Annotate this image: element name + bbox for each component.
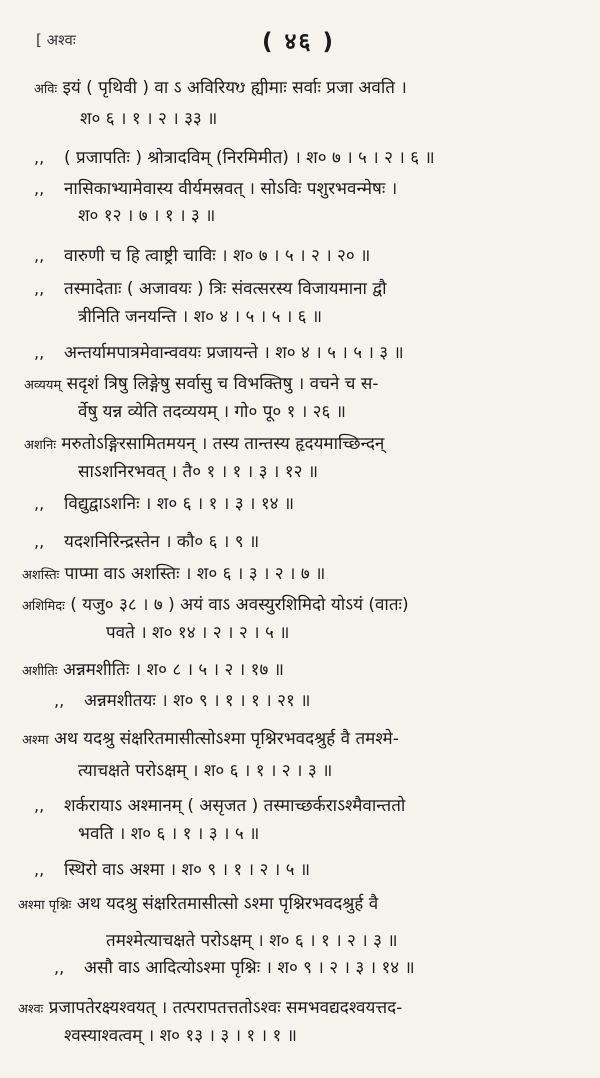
entry-line bbox=[106, 929, 398, 953]
entry-line bbox=[22, 658, 284, 684]
entry-line bbox=[78, 759, 332, 783]
entry-text: ( यजु० ३८ । ७ ) अयं वाऽ अवस्युरशिमिदो योऽयं (वातः) bbox=[70, 595, 409, 615]
entry-text: मरुतोऽङ्गिरसामितमयन् । तस्य तान्तस्य हृदयमाच्छिन्दन् bbox=[61, 434, 385, 454]
entry-line bbox=[106, 621, 289, 645]
entry-headword: अव्ययम् bbox=[24, 378, 62, 393]
entry-line bbox=[78, 822, 259, 846]
entry-line bbox=[34, 76, 407, 102]
entry-headword: अशस्तिः bbox=[22, 568, 60, 583]
ditto-mark: ,, bbox=[54, 958, 65, 977]
entry-headword: अशिमिदः bbox=[22, 599, 65, 614]
entry-line bbox=[54, 956, 415, 980]
entry-text: पाप्मा वाऽ अशस्तिः । श० ६ । ३ । २ । ७ ॥ bbox=[64, 564, 326, 584]
entry-line bbox=[34, 858, 310, 882]
entry-text: र्वेषु यन्न व्येति तदव्ययम् । गो० पू० १ । २६ ॥ bbox=[78, 402, 346, 422]
entry-headword: अश्मा पृश्निः bbox=[18, 898, 72, 913]
entry-headword: अविः bbox=[34, 82, 58, 97]
page-header bbox=[0, 22, 600, 62]
entry-line bbox=[22, 727, 399, 753]
entry-text: अन्नमशीतयः । श० ९ । १ । १ । २१ ॥ bbox=[84, 691, 311, 711]
entry-text: अथ यदश्रु संक्षरितमासीत्सोऽश्मा पृश्निरभवदश्रुर्ह वै तमश्मे- bbox=[54, 729, 399, 749]
entry-text: त्रीनिति जनयन्ति । श० ४ । ५ । ५ । ६ ॥ bbox=[78, 307, 323, 327]
ditto-mark: ,, bbox=[34, 494, 45, 513]
ditto-mark: ,, bbox=[54, 691, 65, 710]
entry-text: भवति । श० ६ । १ । ३ । ५ ॥ bbox=[78, 824, 260, 844]
entry-text: अथ यदश्रु संक्षरितमासीत्सो ऽश्मा पृश्निरभवदश्रुर्ह वै bbox=[76, 894, 379, 914]
entry-line bbox=[18, 892, 378, 918]
running-head: [ अश्वः bbox=[36, 31, 76, 49]
entry-text: इयं ( पृथिवी ) वा ऽ अविरियᳪ ह्यीमाः सर्वाः प्रजा अवति । bbox=[62, 78, 407, 98]
entry-text: श० ६ । १ । २ । ३३ ॥ bbox=[80, 109, 218, 129]
entry-headword: अश्वः bbox=[18, 1002, 44, 1017]
ditto-mark: ,, bbox=[34, 246, 45, 265]
entry-text: तस्मादेताः ( अजावयः ) त्रिः संवत्सरस्य विजायमाना द्वौ bbox=[64, 279, 387, 299]
entry-text: तमश्मेत्याचक्षते परोऽक्षम् । श० ६ । १ । २ । ३ ॥ bbox=[106, 931, 398, 951]
entry-text: विद्युद्वाऽशनिः । श० ६ । १ । ३ । १४ ॥ bbox=[64, 494, 295, 514]
ditto-mark: ,, bbox=[34, 148, 45, 167]
entry-line bbox=[78, 400, 346, 424]
entry-text: त्याचक्षते परोऽक्षम् । श० ६ । १ । २ । ३ ॥ bbox=[78, 761, 333, 781]
entry-line bbox=[78, 460, 318, 484]
entry-text: अन्नमशीतिः । श० ८ । ५ । २ । १७ ॥ bbox=[62, 660, 284, 680]
entry-headword: अश्मा bbox=[22, 733, 49, 748]
entry-line bbox=[34, 244, 370, 268]
entry-text: श्वस्याश्वत्वम् । श० १३ । ३ । १ । १ ॥ bbox=[64, 1026, 297, 1046]
ditto-mark: ,, bbox=[34, 860, 45, 879]
ditto-mark: ,, bbox=[34, 279, 45, 298]
entry-line bbox=[64, 1024, 297, 1048]
entry-line bbox=[34, 794, 405, 818]
entry-text: साऽशनिरभवत् । तै० १ । १ । ३ । १२ ॥ bbox=[78, 462, 319, 482]
entry-line bbox=[34, 146, 435, 170]
ditto-mark: ,, bbox=[34, 532, 45, 551]
entry-text: शर्करायाऽ अश्मानम् ( असृजत ) तस्माच्छर्कराऽश्मैवान्ततो bbox=[64, 796, 406, 816]
entry-line bbox=[24, 432, 384, 458]
entry-text: यदशनिरिन्द्रस्तेन । कौ० ६ । ९ ॥ bbox=[64, 532, 260, 552]
entry-line bbox=[34, 341, 404, 365]
entry-text: सदृशं त्रिषु लिङ्गेषु सर्वासु च विभक्तिषु । वचने च स- bbox=[66, 374, 379, 394]
entry-line bbox=[34, 530, 259, 554]
entry-text: प्रजापतेरक्ष्यश्वयत् । तत्परापतत्ततोऽश्वः समभवद्यदश्वयत्तद- bbox=[48, 998, 403, 1018]
entry-line bbox=[22, 562, 325, 588]
entry-line bbox=[34, 277, 387, 301]
page-number: ( ४६ ) bbox=[262, 29, 335, 55]
entry-line bbox=[24, 372, 379, 398]
entry-line bbox=[34, 177, 397, 201]
entry-line bbox=[54, 689, 310, 713]
entry-headword: अशीतिः bbox=[22, 664, 58, 679]
entry-line bbox=[78, 305, 322, 329]
entry-text: अन्तर्यामपात्रमेवान्ववयः प्रजायन्ते । श० ४ । ५ । ५ । ३ ॥ bbox=[64, 343, 404, 363]
entry-text: ( प्रजापतिः ) श्रोत्रादविम् (निरमिमीत) । श० ७ । ५ । २ । ६ ॥ bbox=[64, 148, 435, 168]
entry-line bbox=[34, 492, 294, 516]
entry-text: नासिकाभ्यामेवास्य वीर्यमस्रवत् । सोऽविः पशुरभवन्मेषः । bbox=[64, 179, 398, 199]
entry-text: स्थिरो वाऽ अश्मा । श० ९ । १ । २ । ५ ॥ bbox=[64, 860, 311, 880]
entry-line bbox=[80, 107, 217, 131]
entry-text: श० १२ । ७ । १ । ३ ॥ bbox=[78, 206, 216, 226]
entry-text: असौ वाऽ आदित्योऽश्मा पृश्निः । श० ९ । २ । ३ । १४ ॥ bbox=[84, 958, 415, 978]
entry-text: वारुणी च हि त्वाष्ट्री चाविः । श० ७ । ५ । २ । २० ॥ bbox=[64, 246, 371, 266]
entry-text: पवते । श० १४ । २ । २ । ५ ॥ bbox=[106, 623, 290, 643]
entry-headword: अशनिः bbox=[24, 438, 56, 453]
ditto-mark: ,, bbox=[34, 343, 45, 362]
entry-line bbox=[78, 204, 215, 228]
ditto-mark: ,, bbox=[34, 796, 45, 815]
entry-line bbox=[18, 996, 402, 1022]
ditto-mark: ,, bbox=[34, 179, 45, 198]
entry-line bbox=[22, 593, 409, 619]
